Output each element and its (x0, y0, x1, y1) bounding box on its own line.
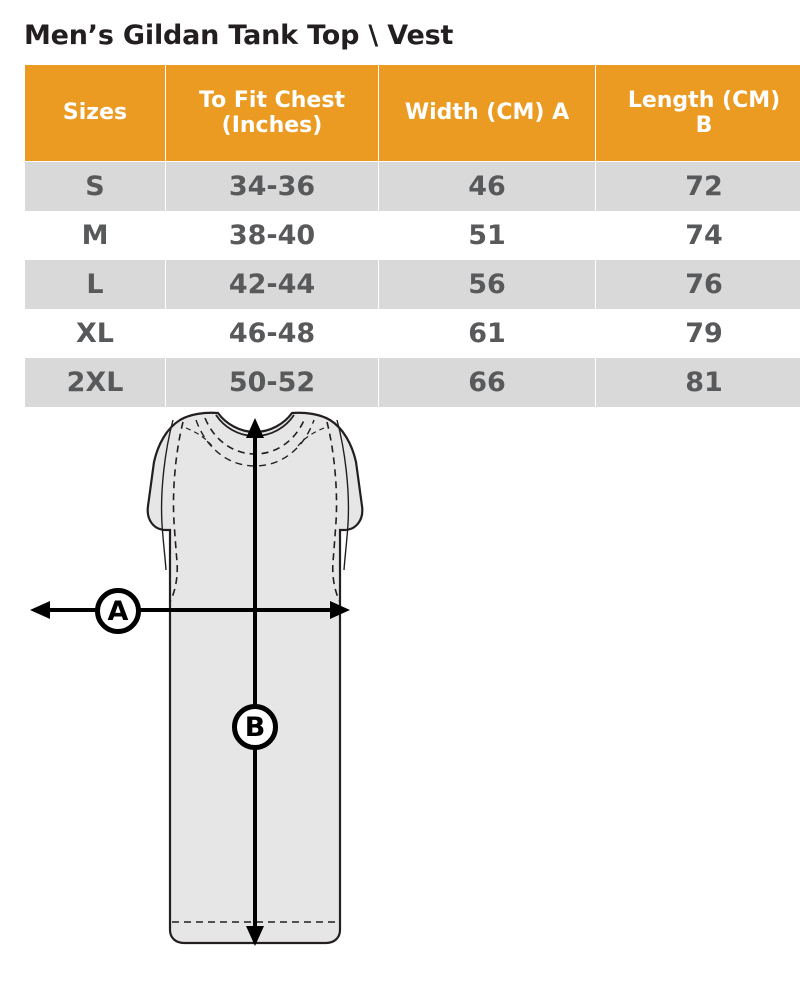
cell-length: 81 (596, 358, 800, 407)
table-body (25, 162, 800, 408)
cell-width: 56 (379, 260, 596, 309)
cell-size: M (25, 211, 166, 260)
measurement-label-b: B (232, 704, 278, 750)
column-header-length (596, 65, 800, 162)
cell-size: XL (25, 309, 166, 358)
column-header-sizes-line1: Sizes (62, 100, 128, 126)
measure-b-arrowhead-top (246, 418, 264, 438)
cell-size: S (25, 162, 166, 212)
cell-width: 46 (379, 162, 596, 212)
column-header-length-line2: B (695, 113, 713, 138)
column-header-length-line1: Length (CM) (627, 87, 781, 113)
column-header-chest-line1: To Fit Chest (199, 87, 345, 113)
page-title: Men’s Gildan Tank Top \ Vest (24, 20, 454, 51)
cell-width: 66 (379, 358, 596, 407)
column-header-width (379, 65, 596, 162)
cell-chest: 38-40 (166, 211, 379, 260)
cell-chest: 46-48 (166, 309, 379, 358)
cell-size: L (25, 260, 166, 309)
column-header-chest (166, 65, 379, 162)
measurement-label-a: A (95, 588, 141, 634)
garment-diagram (0, 410, 800, 985)
table-row (25, 211, 800, 260)
table-row (25, 260, 800, 309)
cell-chest: 34-36 (166, 162, 379, 212)
cell-size: 2XL (25, 358, 166, 407)
table-row (25, 162, 800, 212)
column-header-sizes (25, 65, 166, 162)
cell-width: 61 (379, 309, 596, 358)
measure-a-arrowhead-left (30, 601, 50, 619)
table-row (25, 309, 800, 358)
cell-chest: 50-52 (166, 358, 379, 407)
table-header-row (25, 65, 800, 162)
table-row (25, 358, 800, 407)
column-header-width-line1: Width (CM) A (404, 100, 570, 126)
cell-length: 76 (596, 260, 800, 309)
cell-length: 79 (596, 309, 800, 358)
size-table (24, 64, 800, 407)
cell-length: 74 (596, 211, 800, 260)
cell-length: 72 (596, 162, 800, 212)
column-header-chest-line2: (Inches) (221, 113, 323, 138)
table-header (25, 65, 800, 162)
cell-chest: 42-44 (166, 260, 379, 309)
cell-width: 51 (379, 211, 596, 260)
